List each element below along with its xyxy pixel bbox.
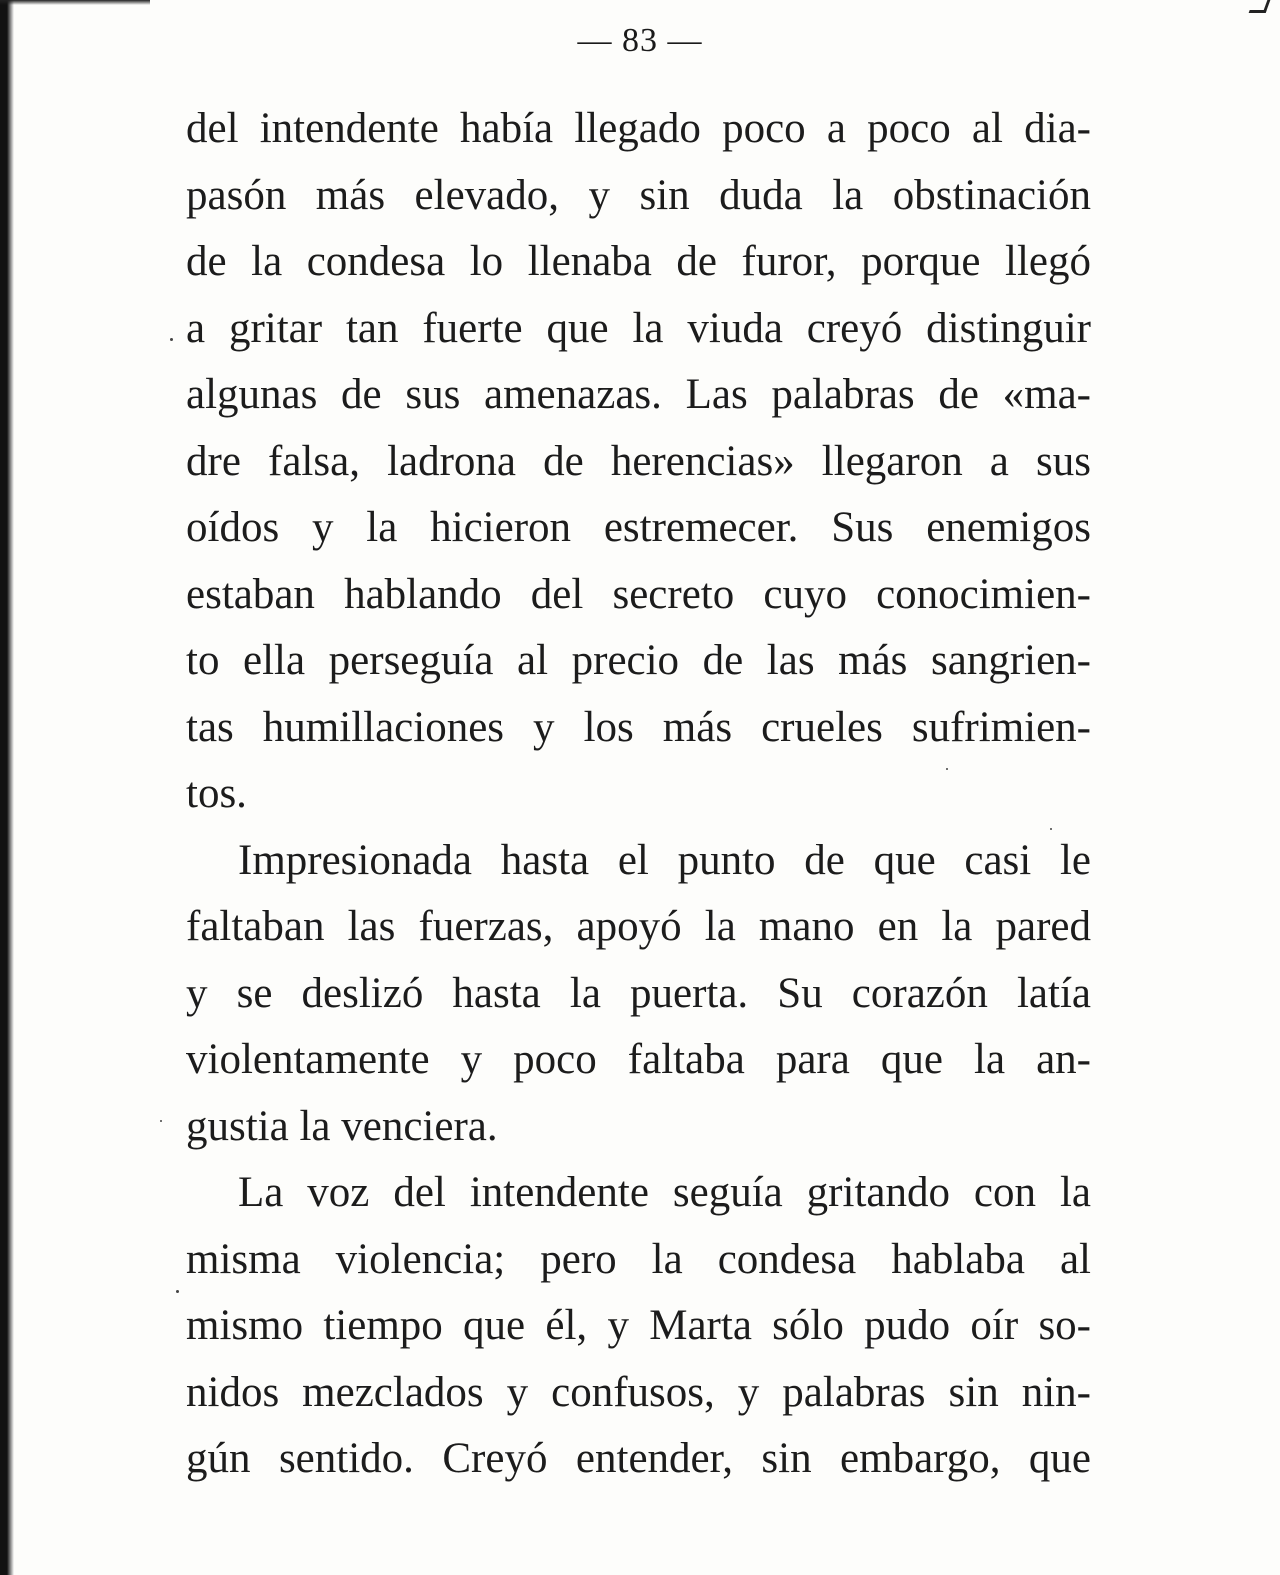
- page-binding-shadow: [0, 0, 14, 1575]
- corner-mark: [1249, 0, 1271, 13]
- text-line: faltaban las fuerzas, apoyó la mano en la pared: [186, 903, 1091, 950]
- text-line: Impresionada hasta el punto de que casi le: [238, 836, 1091, 884]
- text-line: La voz del intendente seguía gritando con la: [238, 1169, 1091, 1216]
- text-line: gún sentido. Creyó entender, sin embargo, que: [186, 1435, 1091, 1482]
- text-line: tas humillaciones y los más crueles sufrimien-: [186, 703, 1091, 751]
- text-line: nidos mezclados y confusos, y palabras sin nin-: [186, 1368, 1091, 1416]
- text-line: violentamente y poco faltaba para que la an-: [186, 1036, 1091, 1083]
- scan-speck: [170, 338, 173, 341]
- body-text: [186, 96, 1091, 1493]
- scan-speck: [1050, 828, 1052, 830]
- text-line: a gritar tan fuerte que la viuda creyó distinguir: [186, 304, 1091, 352]
- text-line: mismo tiempo que él, y Marta sólo pudo oír so-: [186, 1302, 1091, 1349]
- text-line: misma violencia; pero la condesa hablaba al: [186, 1235, 1091, 1283]
- text-line: estaban hablando del secreto cuyo conocimien-: [186, 570, 1091, 618]
- text-line: y se deslizó hasta la puerta. Su corazón latía: [186, 969, 1091, 1017]
- text-line: oídos y la hicieron estremecer. Sus enemigos: [186, 504, 1091, 551]
- text-line: pasón más elevado, y sin duda la obstinación: [186, 171, 1091, 219]
- text-line: del intendente había llegado poco a poco al dia-: [186, 105, 1091, 152]
- top-edge-shadow: [0, 0, 150, 5]
- text-line: tos.: [186, 770, 247, 817]
- text-line: dre falsa, ladrona de herencias» llegaron a sus: [186, 437, 1091, 485]
- scan-speck: [946, 768, 948, 770]
- text-line: de la condesa lo llenaba de furor, porque llegó: [186, 238, 1091, 285]
- text-line: gustia la venciera.: [186, 1102, 498, 1150]
- text-line: algunas de sus amenazas. Las palabras de «ma-: [186, 371, 1091, 418]
- scan-speck: [160, 1120, 162, 1122]
- text-line: to ella perseguía al precio de las más sangrien-: [186, 637, 1091, 684]
- scan-speck: [176, 1290, 179, 1293]
- page-number: — 83 —: [577, 22, 703, 59]
